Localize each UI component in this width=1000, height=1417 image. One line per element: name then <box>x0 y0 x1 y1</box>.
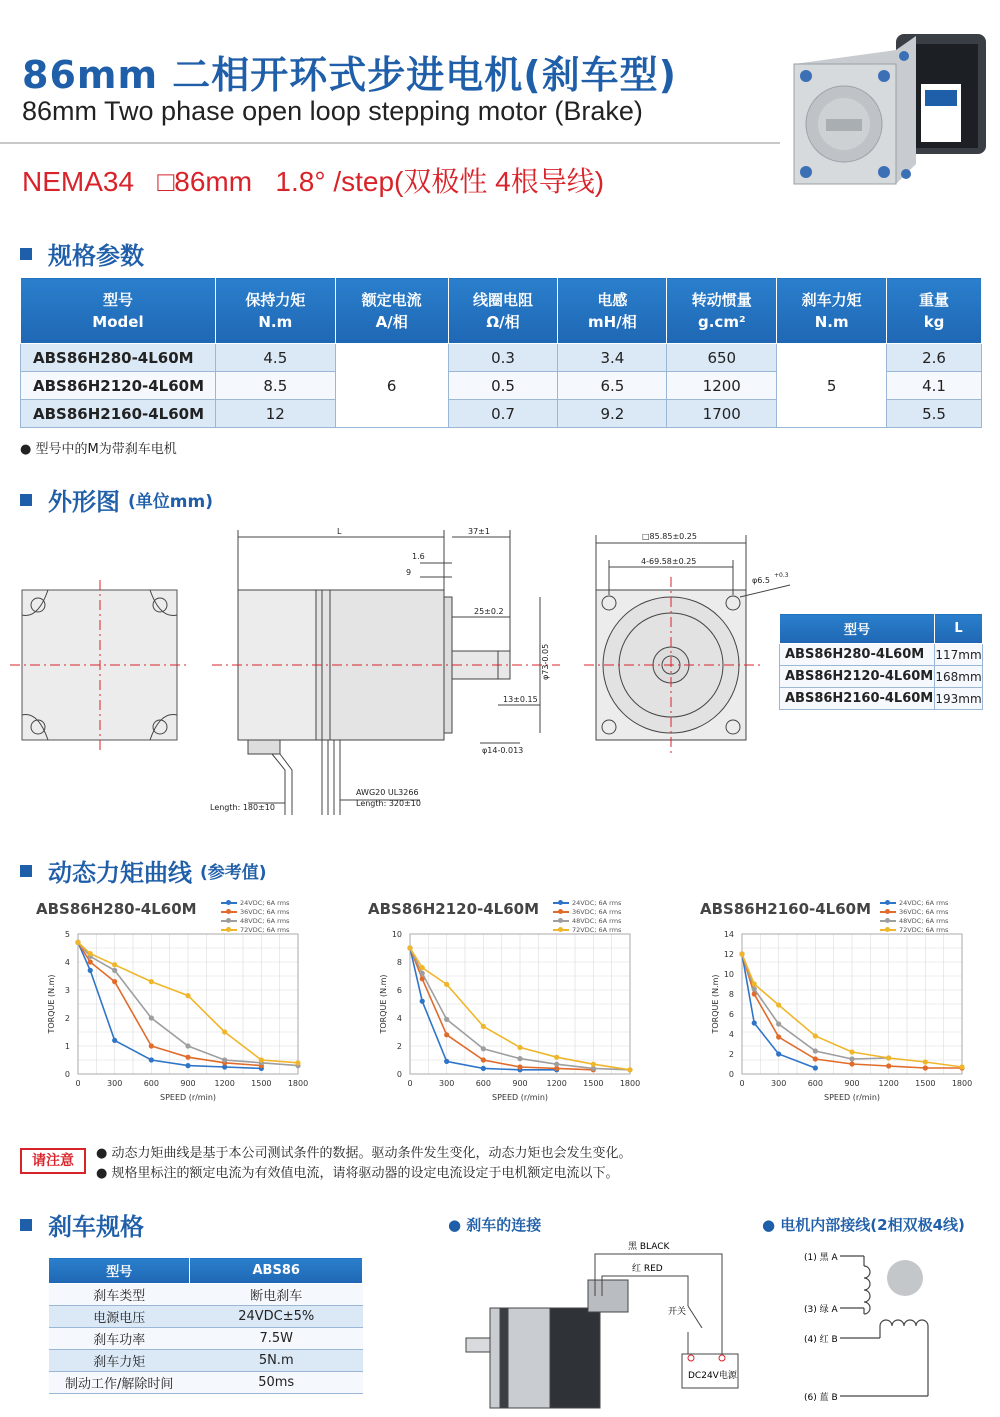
data-point <box>149 979 154 984</box>
wiring-title: ● 电机内部接线(2相双极4线) <box>762 1216 965 1234</box>
section-bullet <box>20 248 32 260</box>
dim-73: φ73-0.05 <box>541 643 550 680</box>
chart-title: ABS86H280-4L60M <box>36 900 197 918</box>
data-point <box>849 1056 854 1061</box>
x-tick-label: 0 <box>75 1079 81 1088</box>
spec-table <box>20 277 982 428</box>
chart-title: ABS86H2120-4L60M <box>368 900 540 918</box>
x-tick-label: 1200 <box>546 1079 567 1088</box>
dim-lead2b: Length: 320±10 <box>356 799 421 808</box>
dim-9: 9 <box>406 568 412 577</box>
data-point <box>444 982 449 987</box>
data-point <box>554 1055 559 1060</box>
legend-entry <box>221 916 289 925</box>
x-tick-label: 0 <box>407 1079 413 1088</box>
data-point <box>752 986 757 991</box>
data-point <box>185 993 190 998</box>
legend-swatch <box>553 911 569 913</box>
table-row: ABS86H280-4L60M 4.5 6 0.3 3.4 650 5 2.6 <box>21 344 982 372</box>
chart-plot <box>36 926 326 1111</box>
data-point <box>554 1062 559 1067</box>
x-tick-label: 0 <box>739 1079 745 1088</box>
header-divider <box>0 142 780 144</box>
notice-text: ● 动态力矩曲线是基于本公司测试条件的数据。驱动条件发生变化，动态力矩也会发生变化。 ● 规格里标注的额定电流为有效值电流，请将驱动器的设定电流设定于电机额定电流以下。 <box>96 1146 632 1181</box>
dim-lead2a: AWG20 UL3266 <box>356 788 419 797</box>
y-tick-label: 4 <box>64 958 70 967</box>
y-tick-label: 2 <box>396 1042 402 1051</box>
legend-swatch <box>221 911 237 913</box>
legend-entry <box>553 916 621 925</box>
col-brake-torque: 刹车力矩 N.m <box>777 278 887 344</box>
data-point <box>923 1065 928 1070</box>
data-point <box>88 951 93 956</box>
data-point <box>185 1063 190 1068</box>
legend-label: 48VDC; 6A rms <box>899 916 949 925</box>
x-tick-label: 900 <box>180 1079 196 1088</box>
x-tick-label: 1800 <box>287 1079 309 1088</box>
table-row: 刹车功率 7.5W <box>49 1328 363 1350</box>
table-row: ABS86H2160-4L60M 12 0.7 9.2 1700 5.5 <box>21 400 982 428</box>
data-point <box>849 1061 854 1066</box>
data-point <box>481 1057 486 1062</box>
data-point <box>185 1043 190 1048</box>
y-tick-label: 8 <box>396 958 402 967</box>
torque-chart-1 <box>36 898 336 1118</box>
dim-25: 25±0.2 <box>474 607 504 616</box>
data-point <box>222 1057 227 1062</box>
table-row: ABS86H2120-4L60M 8.5 0.5 6.5 1200 4.1 <box>21 372 982 400</box>
y-tick-label: 4 <box>728 1030 734 1039</box>
page-subtitle: NEMA34 □86mm 1.8° /step(双极性 4根导线) <box>22 166 605 197</box>
table-row: 制动工作/解除时间 50ms <box>49 1372 363 1394</box>
spec-table-header <box>21 278 982 344</box>
data-point <box>222 1029 227 1034</box>
chart-plot <box>368 926 658 1111</box>
data-point <box>813 1033 818 1038</box>
y-tick-label: 14 <box>723 930 734 939</box>
x-tick-label: 1800 <box>951 1079 973 1088</box>
legend-entry <box>221 907 289 916</box>
svg-text:开关: 开关 <box>668 1307 687 1317</box>
data-point <box>481 1066 486 1071</box>
table-row: ABS86H280-4L60M 117mm <box>780 644 983 666</box>
x-tick-label: 600 <box>807 1079 823 1088</box>
data-point <box>295 1060 300 1065</box>
x-axis-label: SPEED (r/min) <box>491 1093 549 1102</box>
y-axis-label: TORQUE (N.m) <box>711 974 720 1034</box>
notice-badge: 请注意 <box>20 1148 86 1174</box>
data-point <box>481 1046 486 1051</box>
x-tick-label: 600 <box>475 1079 491 1088</box>
dim-37: 37±1 <box>468 527 490 536</box>
data-point <box>923 1059 928 1064</box>
legend-swatch <box>221 920 237 922</box>
section-bullet <box>20 494 32 506</box>
legend-entry <box>880 898 948 907</box>
y-tick-label: 4 <box>396 1014 402 1023</box>
brake-connection-title: ● 刹车的连接 <box>448 1216 542 1234</box>
length-table: 型号 L ABS86H280-4L60M 117mm ABS86H2120-4L60M 168mm ABS86H2160-4L60M 193mm <box>779 613 983 710</box>
torque-chart-3 <box>700 898 1000 1118</box>
y-tick-label: 0 <box>64 1070 70 1079</box>
y-tick-label: 2 <box>728 1050 734 1059</box>
data-point <box>112 962 117 967</box>
data-point <box>149 1057 154 1062</box>
svg-text:(4) 红 B: (4) 红 B <box>804 1335 838 1345</box>
x-tick-label: 1200 <box>878 1079 899 1088</box>
torque-chart-2 <box>368 898 668 1118</box>
legend-label: 72VDC; 6A rms <box>899 925 949 934</box>
x-tick-label: 900 <box>844 1079 860 1088</box>
svg-text:(1) 黑 A: (1) 黑 A <box>804 1253 838 1263</box>
x-tick-label: 1500 <box>915 1079 936 1088</box>
table-row: 刹车力矩 5N.m <box>49 1350 363 1372</box>
legend-entry <box>553 907 621 916</box>
x-tick-label: 300 <box>771 1079 787 1088</box>
y-tick-label: 3 <box>64 986 70 995</box>
x-tick-label: 1800 <box>619 1079 641 1088</box>
legend-swatch <box>221 902 237 904</box>
data-point <box>75 940 80 945</box>
dim-16: 1.6 <box>412 552 425 561</box>
x-tick-label: 300 <box>439 1079 455 1088</box>
y-axis-label: TORQUE (N.m) <box>379 974 388 1034</box>
data-point <box>591 1062 596 1067</box>
chart-title: ABS86H2160-4L60M <box>700 900 872 918</box>
data-point <box>849 1049 854 1054</box>
dim-13: 13±0.15 <box>503 695 538 704</box>
chart-plot <box>700 926 990 1111</box>
data-point <box>481 1024 486 1029</box>
brake-torque-merged: 5 <box>777 344 887 428</box>
spec-note: ● 型号中的M为带刹车电机 <box>20 442 177 457</box>
y-tick-label: 6 <box>728 1010 734 1019</box>
dim-hole-dia: φ6.5 <box>752 576 770 585</box>
svg-text:DC24V电源: DC24V电源 <box>688 1371 737 1381</box>
col-model: 型号 Model <box>21 278 216 344</box>
col-resistance: 线圈电阻 Ω/相 <box>448 278 558 344</box>
data-point <box>813 1065 818 1070</box>
data-point <box>813 1056 818 1061</box>
table-row: ABS86H2120-4L60M 168mm <box>780 666 983 688</box>
data-point <box>420 999 425 1004</box>
y-tick-label: 6 <box>396 986 402 995</box>
data-point <box>886 1055 891 1060</box>
data-point <box>444 1032 449 1037</box>
section-bullet <box>20 1219 32 1231</box>
x-axis-label: SPEED (r/min) <box>823 1093 881 1102</box>
table-row: 电源电压 24VDC±5% <box>49 1306 363 1328</box>
legend-swatch <box>553 920 569 922</box>
data-point <box>959 1064 964 1069</box>
legend-swatch <box>553 902 569 904</box>
table-row: ABS86H2160-4L60M 193mm <box>780 688 983 710</box>
data-point <box>149 1043 154 1048</box>
data-point <box>776 1002 781 1007</box>
data-point <box>420 965 425 970</box>
data-point <box>813 1048 818 1053</box>
col-inertia: 转动惯量 g.cm² <box>667 278 777 344</box>
legend-swatch <box>880 920 896 922</box>
legend-label: 24VDC; 6A rms <box>899 898 949 907</box>
x-tick-label: 600 <box>143 1079 159 1088</box>
data-point <box>627 1067 632 1072</box>
data-point <box>88 968 93 973</box>
data-point <box>259 1057 264 1062</box>
x-axis-label: SPEED (r/min) <box>159 1093 217 1102</box>
y-tick-label: 5 <box>64 930 70 939</box>
y-tick-label: 10 <box>723 970 734 979</box>
wiring-diagram <box>790 1236 990 1414</box>
svg-text:黑 BLACK: 黑 BLACK <box>628 1242 670 1252</box>
dim-square: □85.85±0.25 <box>642 532 697 541</box>
page-title-en: 86mm Two phase open loop stepping motor (Brake) <box>22 96 643 126</box>
data-point <box>886 1063 891 1068</box>
svg-text:(3) 绿 A: (3) 绿 A <box>804 1305 838 1315</box>
data-point <box>149 1015 154 1020</box>
data-point <box>112 1038 117 1043</box>
col-rated-current: 额定电流 A/相 <box>335 278 448 344</box>
data-point <box>739 951 744 956</box>
svg-text:(6) 蓝 B: (6) 蓝 B <box>804 1393 838 1403</box>
data-point <box>112 979 117 984</box>
data-point <box>517 1045 522 1050</box>
legend-swatch <box>880 902 896 904</box>
y-tick-label: 0 <box>728 1070 734 1079</box>
motor-photo <box>786 24 996 204</box>
svg-text:红 RED: 红 RED <box>632 1264 663 1274</box>
brake-table: 型号 ABS86 刹车类型 断电刹车 电源电压 24VDC±5% 刹车功率 7.5W 刹车力矩 5N.m 制动工作/解除时间 50ms <box>48 1257 363 1394</box>
spec-section-title: 规格参数 <box>20 236 144 271</box>
col-inductance: 电感 mH/相 <box>558 278 667 344</box>
y-tick-label: 0 <box>396 1070 402 1079</box>
legend-entry <box>553 898 621 907</box>
col-weight: 重量 kg <box>887 278 982 344</box>
y-tick-label: 1 <box>64 1042 70 1051</box>
rated-current-merged: 6 <box>335 344 448 428</box>
torque-section-title: 动态力矩曲线 (参考值) <box>20 853 267 888</box>
legend-label: 36VDC; 6A rms <box>572 907 622 916</box>
data-point <box>444 1059 449 1064</box>
x-tick-label: 1200 <box>214 1079 235 1088</box>
dim-hole-tol: +0.3 <box>774 572 789 579</box>
legend-label: 36VDC; 6A rms <box>240 907 290 916</box>
brake-connection-diagram <box>460 1236 760 1414</box>
data-point <box>776 1021 781 1026</box>
data-point <box>517 1064 522 1069</box>
x-tick-label: 300 <box>107 1079 123 1088</box>
brake-section-title: 刹车规格 <box>20 1207 144 1242</box>
legend-label: 48VDC; 6A rms <box>240 916 290 925</box>
x-tick-label: 1500 <box>583 1079 604 1088</box>
data-point <box>776 1051 781 1056</box>
dim-L: L <box>337 527 342 536</box>
table-row: 刹车类型 断电刹车 <box>49 1284 363 1306</box>
legend-label: 24VDC; 6A rms <box>572 898 622 907</box>
data-point <box>752 1020 757 1025</box>
data-point <box>776 1034 781 1039</box>
x-tick-label: 900 <box>512 1079 528 1088</box>
y-tick-label: 10 <box>391 930 402 939</box>
legend-label: 24VDC; 6A rms <box>240 898 290 907</box>
x-tick-label: 1500 <box>251 1079 272 1088</box>
y-axis-label: TORQUE (N.m) <box>47 974 56 1034</box>
col-holding-torque: 保持力矩 N.m <box>215 278 335 344</box>
data-point <box>517 1056 522 1061</box>
legend-label: 72VDC; 6A rms <box>572 925 622 934</box>
y-tick-label: 12 <box>723 950 734 959</box>
legend-entry <box>221 898 289 907</box>
legend-entry <box>880 916 948 925</box>
legend-entry <box>880 907 948 916</box>
legend-label: 48VDC; 6A rms <box>572 916 622 925</box>
data-point <box>88 959 93 964</box>
section-bullet <box>20 865 32 877</box>
legend-swatch <box>880 911 896 913</box>
data-point <box>752 981 757 986</box>
data-point <box>185 1055 190 1060</box>
outline-section-title: 外形图 (单位mm) <box>20 482 213 517</box>
dim-14: φ14-0.013 <box>482 746 524 755</box>
data-point <box>407 945 412 950</box>
data-point <box>112 968 117 973</box>
legend-label: 36VDC; 6A rms <box>899 907 949 916</box>
dim-lead1: Length: 180±10 <box>210 803 275 812</box>
data-point <box>420 971 425 976</box>
page-title-cn: 86mm 二相开环式步进电机(刹车型) <box>22 53 678 97</box>
dim-hole-pitch: 4-69.58±0.25 <box>641 557 697 566</box>
y-tick-label: 2 <box>64 1014 70 1023</box>
data-point <box>444 1017 449 1022</box>
legend-label: 72VDC; 6A rms <box>240 925 290 934</box>
y-tick-label: 8 <box>728 990 734 999</box>
